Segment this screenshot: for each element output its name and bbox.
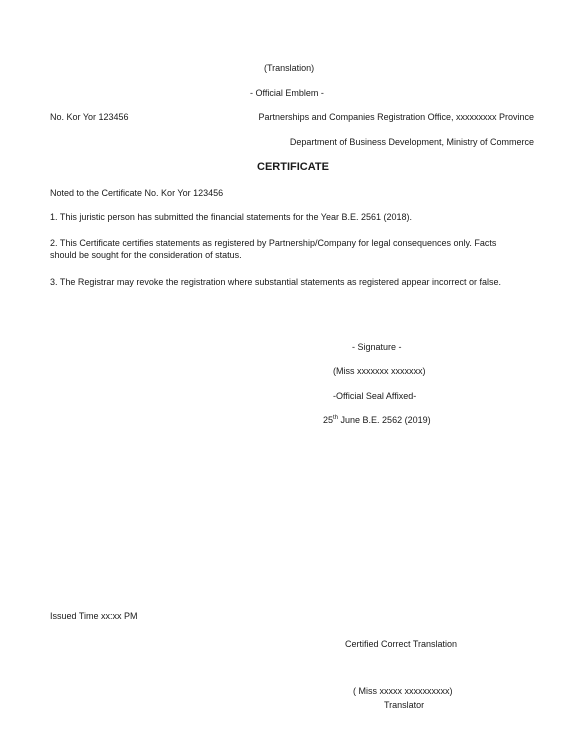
official-emblem: - Official Emblem - bbox=[250, 88, 324, 98]
certificate-number: No. Kor Yor 123456 bbox=[50, 112, 129, 122]
issued-time: Issued Time xx:xx PM bbox=[50, 611, 138, 621]
translator-name: ( Miss xxxxx xxxxxxxxxx) bbox=[353, 686, 453, 696]
certified-translation: Certified Correct Translation bbox=[345, 639, 458, 649]
translation-note: (Translation) bbox=[264, 63, 315, 73]
issue-date-day: 25 bbox=[323, 415, 334, 425]
issue-date bbox=[323, 415, 431, 426]
noted-line: Noted to the Certificate No. Kor Yor 123456 bbox=[50, 188, 224, 198]
registrar-name: (Miss xxxxxxx xxxxxxx) bbox=[333, 366, 426, 376]
statement-item-1: 1. This juristic person has submitted the financial statements for the Year B.E. 2561 (2018). bbox=[50, 212, 413, 222]
certificate-title: CERTIFICATE bbox=[257, 161, 329, 173]
translator-role: Translator bbox=[384, 700, 425, 710]
registration-office: Partnerships and Companies Registration Office, xxxxxxxxx Province bbox=[258, 112, 534, 122]
issue-date-rest: June B.E. 2562 (2019) bbox=[338, 415, 431, 425]
issue-date-suffix: th bbox=[333, 415, 339, 421]
statement-item-3: 3. The Registrar may revoke the registration where substantial statements as registered appear incorrect or false. bbox=[50, 277, 502, 287]
official-seal: -Official Seal Affixed- bbox=[333, 391, 417, 401]
signature-placeholder: - Signature - bbox=[352, 342, 402, 352]
statement-item-2: 2. This Certificate certifies statements as registered by Partnership/Company for legal consequences only. Facts should be sought for the consideration of status. bbox=[50, 238, 497, 260]
department-name: Department of Business Development, Ministry of Commerce bbox=[289, 137, 534, 147]
